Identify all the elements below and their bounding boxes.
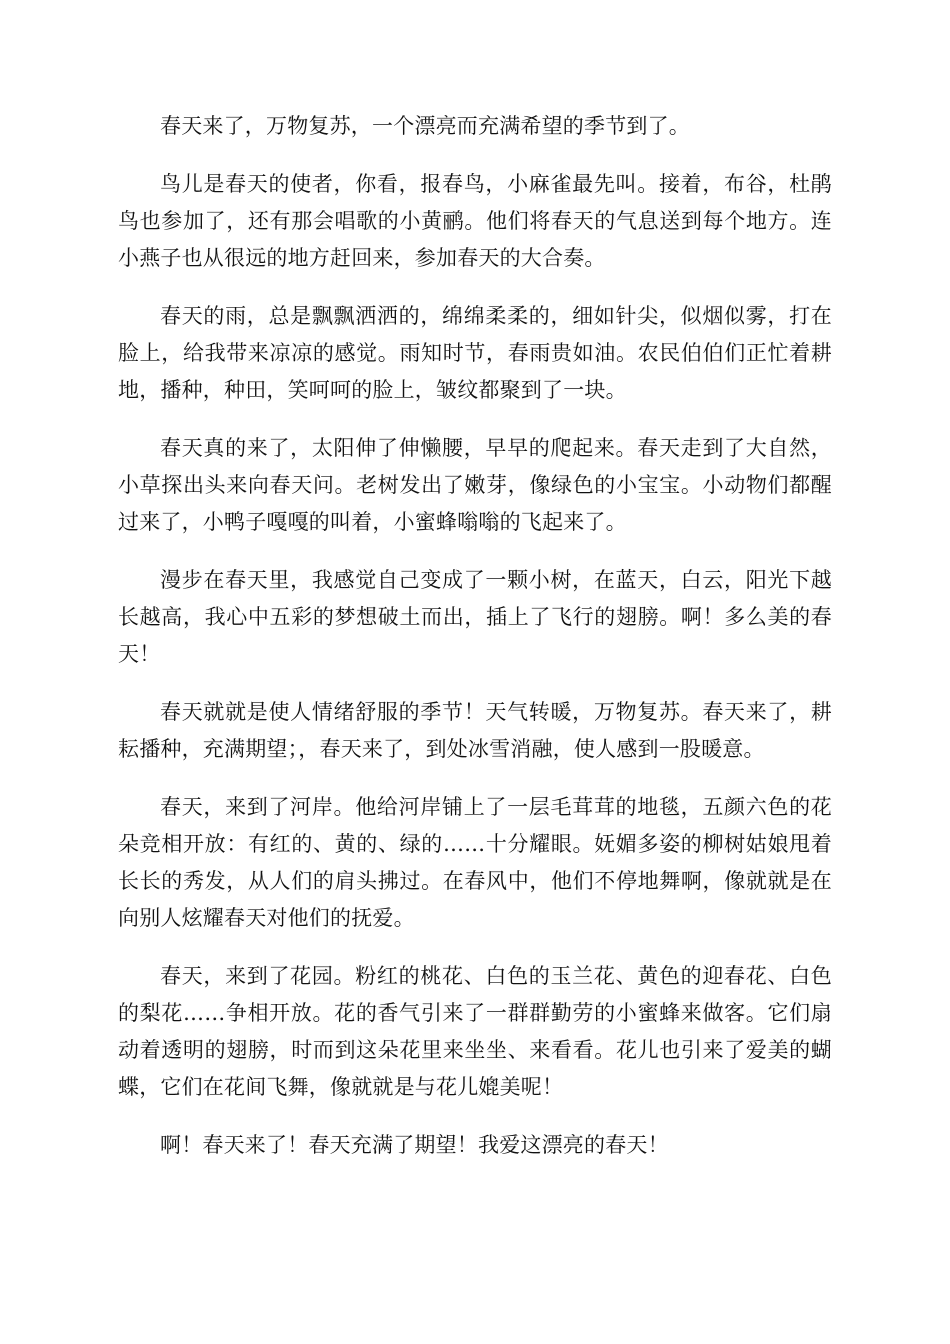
paragraph-1: 春天来了，万物复苏，一个漂亮而充满希望的季节到了。: [160, 114, 690, 138]
paragraph-3: 春天的雨，总是飘飘洒洒的，绵绵柔柔的，细如针尖，似烟似雾，打在脸上，给我带来凉凉的感觉。雨知时节，春雨贵如油。农民伯伯们正忙着耕地，播种，种田，笑呵呵的脸上，皱纹都聚到了一块。: [118, 304, 832, 402]
paragraph-5: 漫步在春天里，我感觉自己变成了一颗小树，在蓝天，白云，阳光下越长越高，我心中五彩的梦想破土而出，插上了飞行的翅膀。啊！多么美的春天！: [118, 568, 832, 666]
paragraph-4: 春天真的来了，太阳伸了伸懒腰，早早的爬起来。春天走到了大自然，小草探出头来向春天问。老树发出了嫩芽，像绿色的小宝宝。小动物们都醒过来了，小鸭子嘎嘎的叫着，小蜜蜂嗡嗡的飞起来了。: [118, 436, 832, 534]
paragraph-6: 春天就就是使人情绪舒服的季节！天气转暖，万物复苏。春天来了，耕耘播种，充满期望；，春天来了，到处冰雪消融，使人感到一股暖意。: [118, 700, 832, 761]
paragraph-9: 啊！春天来了！春天充满了期望！我爱这漂亮的春天！: [160, 1133, 669, 1157]
paragraph-2: 鸟儿是春天的使者，你看，报春鸟，小麻雀最先叫。接着，布谷，杜鹃鸟也参加了，还有那会唱歌的小黄鹂。他们将春天的气息送到每个地方。连小燕子也从很远的地方赶回来，参加春天的大合奏。: [118, 172, 832, 270]
paragraph-8: 春天，来到了花园。粉红的桃花、白色的玉兰花、黄色的迎春花、白色的梨花……争相开放。花的香气引来了一群群勤劳的小蜜蜂来做客。它们扇动着透明的翅膀，时而到这朵花里来坐坐、来看看。花儿也引来了爱美的蝴蝶，它们在花间飞舞，像就就是与花儿媲美呢！: [118, 964, 832, 1099]
document-body: [118, 108, 832, 1185]
paragraph-7: 春天，来到了河岸。他给河岸铺上了一层毛茸茸的地毯，五颜六色的花朵竞相开放：有红的、黄的、绿的……十分耀眼。妩媚多姿的柳树姑娘甩着长长的秀发，从人们的肩头拂过。在春风中，他们不停地舞啊，像就就是在向别人炫耀春天对他们的抚爱。: [118, 795, 832, 930]
